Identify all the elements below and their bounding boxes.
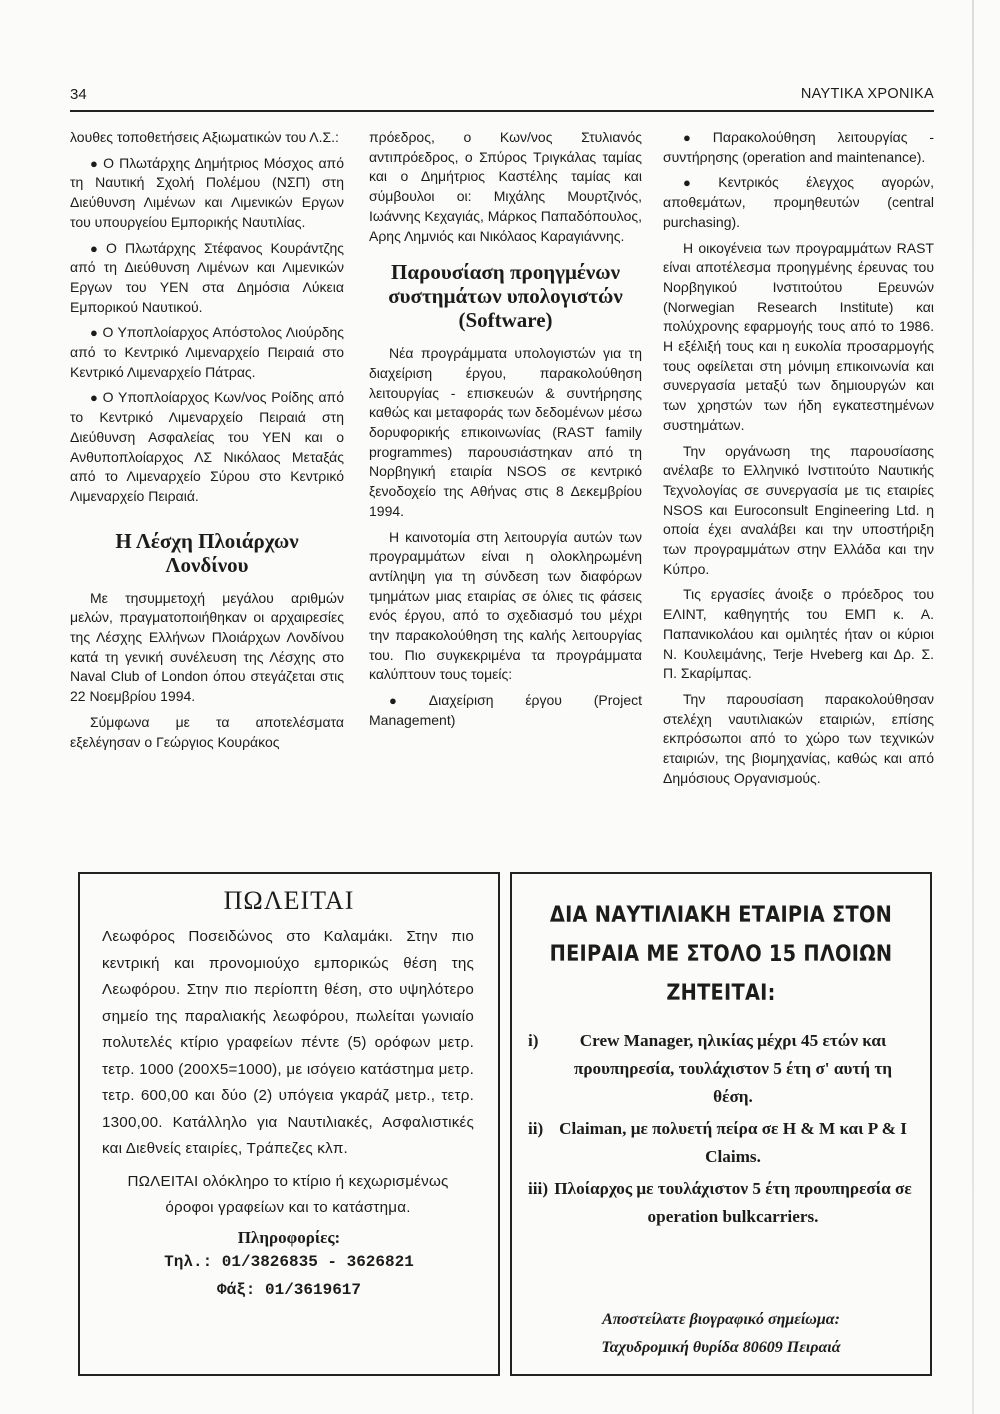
col1-paragraph-2: Σύμφωνα με τα αποτελέσματα εξελέγησαν ο Γεώργιος Κουράκος <box>70 713 344 750</box>
col2-intro: πρόεδρος, ο Κων/νος Στυλιανός αντιπρόεδρος, ο Σπύρος Τριγκάλας ταμίας και ο Δημήτριος Καστέλης ταμίας και σύμβουλοι οι: Μιχάλης Μουρτζινός, Ιωάννης Κεχαγιάς, Μάρκος Παπαδόπουλος, Αρης Λημνιός και Νικόλαος Καραγιάννης. <box>369 129 642 244</box>
col3-paragraph-1: Η οικογένεια των προγραμμάτων RAST είναι αποτέλεσμα προηγμένης έρευνας του Νορβηγικού Ινστιτούτου Ερευνών (Norwegian Research Institute) και πολύχρονης εφαρμογής τους από το 1986. Η εξέλιξή τους και η ευκολία προσαρμογής τους οφείλεται στη μόνιμη επικοινωνία και συνεργασία μεταξύ των δημιουργών και των χρηστών των ήδη εγκατεστημένων συστημάτων. <box>663 239 934 433</box>
journal-title: ΝΑΥΤΙΚΑ ΧΡΟΝΙΚΑ <box>800 86 934 102</box>
col1-bullet-4-text: Ο Υποπλοίαρχος Κων/νος Ροίδης από το Κεντρικό Λιμεναρχείο Πειραιά στη Διεύθυνση Ασφαλείας του ΥΕΝ και ο Ανθυποπλοίαρχος ΛΣ Νικόλαος Μεταξάς από το Λιμεναρχείο Σύρου στο Κεντρικό Λιμεναρχείο Πειραιά. <box>70 389 345 504</box>
ad-jobs-item-3 <box>528 1175 912 1231</box>
ad-jobs-item-text: Πλοίαρχος με τουλάχιστον 5 έτη προυπηρεσία σε operation bulkcarriers. <box>554 1179 912 1226</box>
ad-sale-info-title: Πληροφορίες: <box>237 1227 341 1247</box>
ad-jobs-send-cv <box>512 1306 930 1362</box>
bullet-icon: ● <box>90 240 103 256</box>
ad-jobs-send-line-2: Ταχυδρομική θυρίδα 80609 Πειραιά <box>601 1339 841 1356</box>
col1-paragraph-1: Με τησυμμετοχή μεγάλου αριθμών μελών, πραγματοποιήθηκαν οι αρχαιρεσίες της Λέσχης Ελλήνων Πλοιάρχων Λονδίνου κατά τη γενική συνέλευση της Λέσχης στο Naval Club of London όπου στεγάζεται στις 22 Νοεμβρίου 1994. <box>70 589 344 705</box>
ad-sale-phone: Τηλ.: 01/3826835 - 3626821 <box>164 1252 414 1271</box>
ad-jobs-item-marker: iii) <box>528 1179 549 1198</box>
article-column-2 <box>369 128 642 737</box>
ad-jobs-title: ΔΙΑ ΝΑΥΤΙΛΙΑΚΗ ΕΤΑΙΡΙΑ ΣΤΟΝ ΠΕΙΡΑΙΑ ΜΕ ΣΤΟΛΟ 15 ΠΛΟΙΩΝ ΖΗΤΕΙΤΑΙ: <box>549 902 893 1006</box>
col2-paragraph-1: Νέα προγράμματα υπολογιστών για τη διαχείριση έργου, παρακολούθηση λειτουργίας - επισκευών & συντήρησης καθώς και μεταφοράς των δεδομένων μέσω δορυφορικής επικοινωνίας (RAST family programmes) παρουσιάστηκαν από τη Νορβηγική εταιρία NSOS σε κεντρικό ξενοδοχείο της Αθήνας στις 8 Δεκεμβρίου 1994. <box>369 345 642 519</box>
bullet-icon: ● <box>90 325 99 341</box>
col3-bullet-1-text: Παρακολούθηση λειτουργίας - συντήρησης (operation and maintenance). <box>663 129 934 165</box>
section-heading-london-club: Η Λέσχη Πλοιάρχων Λονδίνου <box>115 528 299 577</box>
col1-bullet-2-text: Ο Πλωτάρχης Στέφανος Κουράντζης από τη Διεύθυνση Λιμένων και Λιμενικών Εργων του ΥΕΝ στα Δημόσια Λύκεια Εμπορικού Ναυτικού. <box>70 239 344 315</box>
ad-jobs-item-marker: ii) <box>528 1119 544 1138</box>
page-header <box>70 84 934 112</box>
col3-paragraph-3: Τις εργασίες άνοιξε ο πρόεδρος του ΕΛΙΝΤ, καθηγητής του ΕΜΠ κ. Α. Παπανικολάου και ομιλητές ήταν οι κύριοι Ν. Κουλειμάνης, Terje Hveberg και Δρ. Σ. Π. Σκαρίμπας. <box>663 586 934 682</box>
bullet-icon: ● <box>683 130 709 145</box>
col1-bullet-3-text: Ο Υποπλοίαρχος Απόστολος Λιούρδης από το Κεντρικό Λιμεναρχείο Πειραιά στο Κεντρικό Λιμεναρχείο Πάτρας. <box>70 324 344 380</box>
ad-jobs-item-2 <box>528 1115 912 1171</box>
col1-bullet-1 <box>70 154 344 233</box>
article-column-1 <box>70 128 344 758</box>
ad-sale-full-building: ΠΩΛΕΙΤΑΙ ολόκληρο το κτίριο ή κεχωρισμένως όροφοι γραφείων και το κατάστημα. <box>127 1172 449 1216</box>
ad-sale-description: Λεωφόρος Ποσειδώνος στο Καλαμάκι. Στην πιο κεντρική και προνομιούχο εμπορικώς θέση της Λεωφόρου. Στην πιο περίοπτη θέση, στο υψηλότερο σημείο της παραλιακής λεωφόρου, πωλείται γωνιαίο πολυτελές κτίριο γραφείων πέντε (5) ορόφων μετρ. τετρ. 1000 (200Χ5=1000), με ισόγειο κατάστημα μετρ. τετρ. 600,00 και δύο (2) υπόγεια γκαράζ μετρ., τετρ. 1300,00. Κατάλληλο για Ναυτιλιακές, Ασφαλιστικές και Διεθνείς εταιρίες, Τράπεζες κλπ. <box>102 928 474 1157</box>
col3-bullet-1 <box>663 128 934 167</box>
ad-jobs-item-text: Crew Manager, ηλικίας μέχρι 45 ετών και προυπηρεσία, τουλάχιστον 5 έτη σ' αυτή τη θέση. <box>573 1031 893 1106</box>
bullet-icon: ● <box>683 175 715 191</box>
ad-sale-body <box>102 924 474 1222</box>
ad-for-sale <box>78 872 500 1376</box>
col3-bullet-2-text: Κεντρικός έλεγχος αγορών, αποθεμάτων, προμηθευτών (central purchasing). <box>663 174 934 230</box>
col3-bullet-2 <box>663 173 934 232</box>
ad-jobs-item-1 <box>528 1027 912 1111</box>
bullet-icon: ● <box>90 155 100 171</box>
bullet-icon: ● <box>90 390 99 406</box>
col1-bullet-1-text: Ο Πλωτάρχης Δημήτριος Μόσχος από τη Ναυτική Σχολή Πολέμου (ΝΣΠ) στη Διεύθυνση Λιμένων και Λιμενικών Εργων του υπουργείου Εμπορικής Ναυτιλίας. <box>70 154 345 230</box>
ad-sale-fax: Φάξ: 01/3619617 <box>216 1280 362 1299</box>
col3-paragraph-2: Την οργάνωση της παρουσίασης ανέλαβε το Ελληνικό Ινστιτούτο Ναυτικής Τεχνολογίας σε συνεργασία με τις εταιρίες NSOS και Euroconsult Engineering Ltd. η οποία έχει αναλάβει και την υποστήριξη των προγραμμάτων στην Ελλάδα και την Κύπρο. <box>663 442 934 577</box>
ad-jobs-list <box>528 1027 912 1231</box>
scan-edge <box>972 0 974 1414</box>
col1-intro: λουθες τοποθετήσεις Αξιωματικών του Λ.Σ.: <box>70 129 339 145</box>
col1-bullet-3 <box>70 323 344 382</box>
ad-job-openings <box>510 872 932 1376</box>
col1-bullet-2 <box>70 239 344 318</box>
col3-paragraph-4: Την παρουσίαση παρακολούθησαν στελέχη ναυτιλιακών εταιριών, επίσης εκπρόσωποι από το χώρο των τεχνικών εταιριών, της βιομηχανίας, καθώς και από Δημόσιους Οργανισμούς. <box>663 690 934 786</box>
section-heading-software: Παρουσίαση προηγμένων συστημάτων υπολογιστών (Software) <box>388 260 623 333</box>
ad-jobs-item-text: Claiman, με πολυετή πείρα σε H & M και P & I Claims. <box>559 1119 907 1166</box>
bullet-icon: ● <box>389 693 425 709</box>
ad-jobs-send-line-1: Αποστείλατε βιογραφικό σημείωμα: <box>602 1311 840 1328</box>
col2-bullet-1 <box>369 691 642 730</box>
ad-sale-title: ΠΩΛΕΙΤΑΙ <box>223 886 355 915</box>
col1-bullet-4 <box>70 388 344 506</box>
col2-paragraph-2: Η καινοτομία στη λειτουργία αυτών των προγραμμάτων είναι η ολοκληρωμένη αντίληψη για τη σύνδεση των διαφόρων τμημάτων μιας εταιρίας σε όλιες τις φάσεις ενός έργου, από το σχεδιασμό του μέχρι την παρακολούθηση της καλής λειτουργίας του. Πιο συγκεκριμένα τα προγράμματα καλύπτουν τους τομείς: <box>369 528 642 683</box>
ad-jobs-item-marker: i) <box>528 1031 539 1050</box>
col2-bullet-1-text: Διαχείριση έργου (Project Management) <box>369 692 642 728</box>
page-number: 34 <box>70 86 87 103</box>
article-column-3 <box>663 128 934 795</box>
